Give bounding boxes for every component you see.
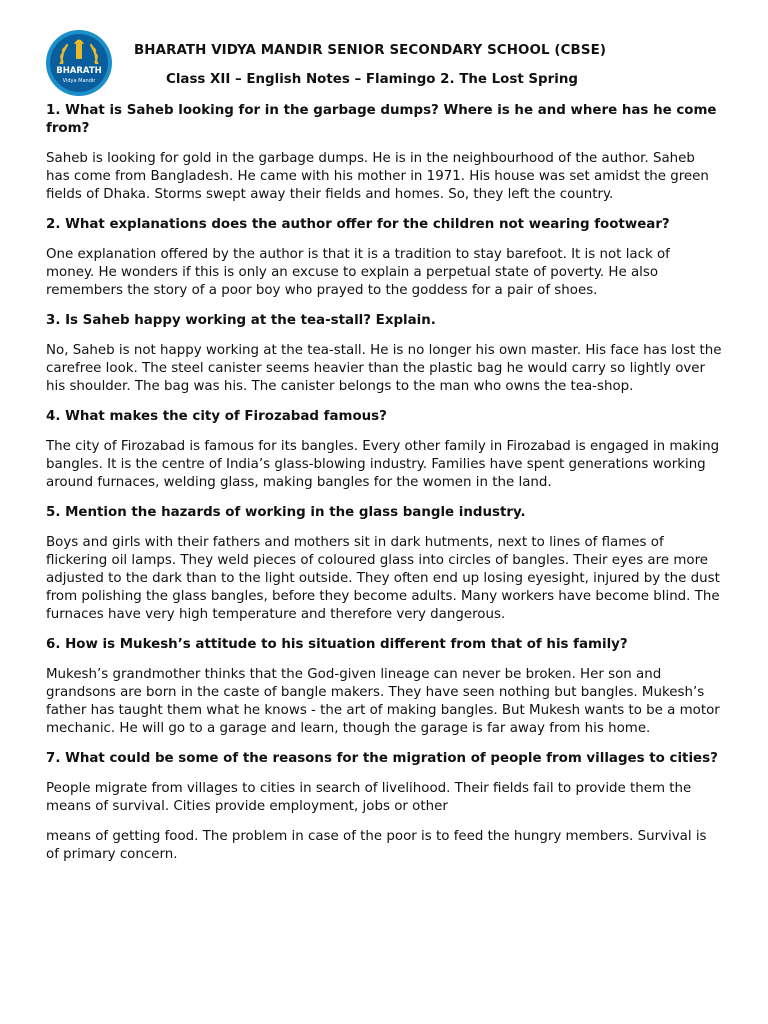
question-5: 5. Mention the hazards of working in the glass bangle industry. (46, 505, 526, 520)
question-2: 2. What explanations does the author offer for the children not wearing footwear? (46, 217, 670, 232)
logo-text-bottom: Vidya Mandir (62, 78, 96, 84)
answer-5: Boys and girls with their fathers and mothers sit in dark hutments, next to lines of flames of flickering oil lamps. They weld pieces of coloured glass into circles of bangles. Their eyes are more adjusted to the dark than to the light outside. They often end up losing eyesight, injured by the dust from polishing the glass bangles, before they become adults. Many workers have become blind. The furnaces have very high temperature and therefore very dangerous. (46, 535, 720, 622)
answer-1: Saheb is looking for gold in the garbage dumps. He is in the neighbourhood of the author. Saheb has come from Bangladesh. He came with his mother in 1971. His house was set amidst the green fields of Dhaka. Storms swept away their fields and homes. So, they left the country. (46, 151, 709, 202)
document-title: Class XII – English Notes – Flamingo 2. The Lost Spring (166, 72, 578, 87)
answer-3: No, Saheb is not happy working at the tea-stall. He is no longer his own master. His face has lost the carefree look. The steel canister seems heavier than the plastic bag he would carry so lightly over his shoulder. The bag was his. The canister belongs to the man who owns the tea-shop. (46, 343, 722, 394)
question-1: 1. What is Saheb looking for in the garbage dumps? Where is he and where has he come from? (46, 103, 717, 136)
question-7: 7. What could be some of the reasons for the migration of people from villages to cities? (46, 751, 718, 766)
logo-text-top: BHARATH (56, 66, 102, 76)
qa-list (46, 102, 722, 876)
question-4: 4. What makes the city of Firozabad famous? (46, 409, 387, 424)
answer-7-part-1: People migrate from villages to cities in search of livelihood. Their fields fail to provide them the means of survival. Cities provide employment, jobs or other (46, 781, 692, 814)
answer-7-part-2: means of getting food. The problem in case of the poor is to feed the hungry members. Survival is of primary concern. (46, 829, 707, 862)
question-3: 3. Is Saheb happy working at the tea-stall? Explain. (46, 313, 436, 328)
school-logo (45, 29, 113, 97)
school-name: BHARATH VIDYA MANDIR SENIOR SECONDARY SCHOOL (CBSE) (134, 43, 607, 58)
answer-6: Mukesh’s grandmother thinks that the God-given lineage can never be broken. Her son and grandsons are born in the caste of bangle makers. They have seen nothing but bangles. Mukesh’s father has taught them what he knows - the art of making bangles. But Mukesh wants to be a motor mechanic. He will go to a garage and learn, though the garage is far away from his home. (46, 667, 720, 736)
question-6: 6. How is Mukesh’s attitude to his situation different from that of his family? (46, 637, 628, 652)
answer-4: The city of Firozabad is famous for its bangles. Every other family in Firozabad is engaged in making bangles. It is the centre of India’s glass-blowing industry. Families have spent generations working around furnaces, welding glass, making bangles for the women in the land. (46, 439, 720, 490)
answer-2: One explanation offered by the author is that it is a tradition to stay barefoot. It is not lack of money. He wonders if this is only an excuse to explain a perpetual state of poverty. He also remembers the story of a poor boy who prayed to the goddess for a pair of shoes. (46, 247, 670, 298)
